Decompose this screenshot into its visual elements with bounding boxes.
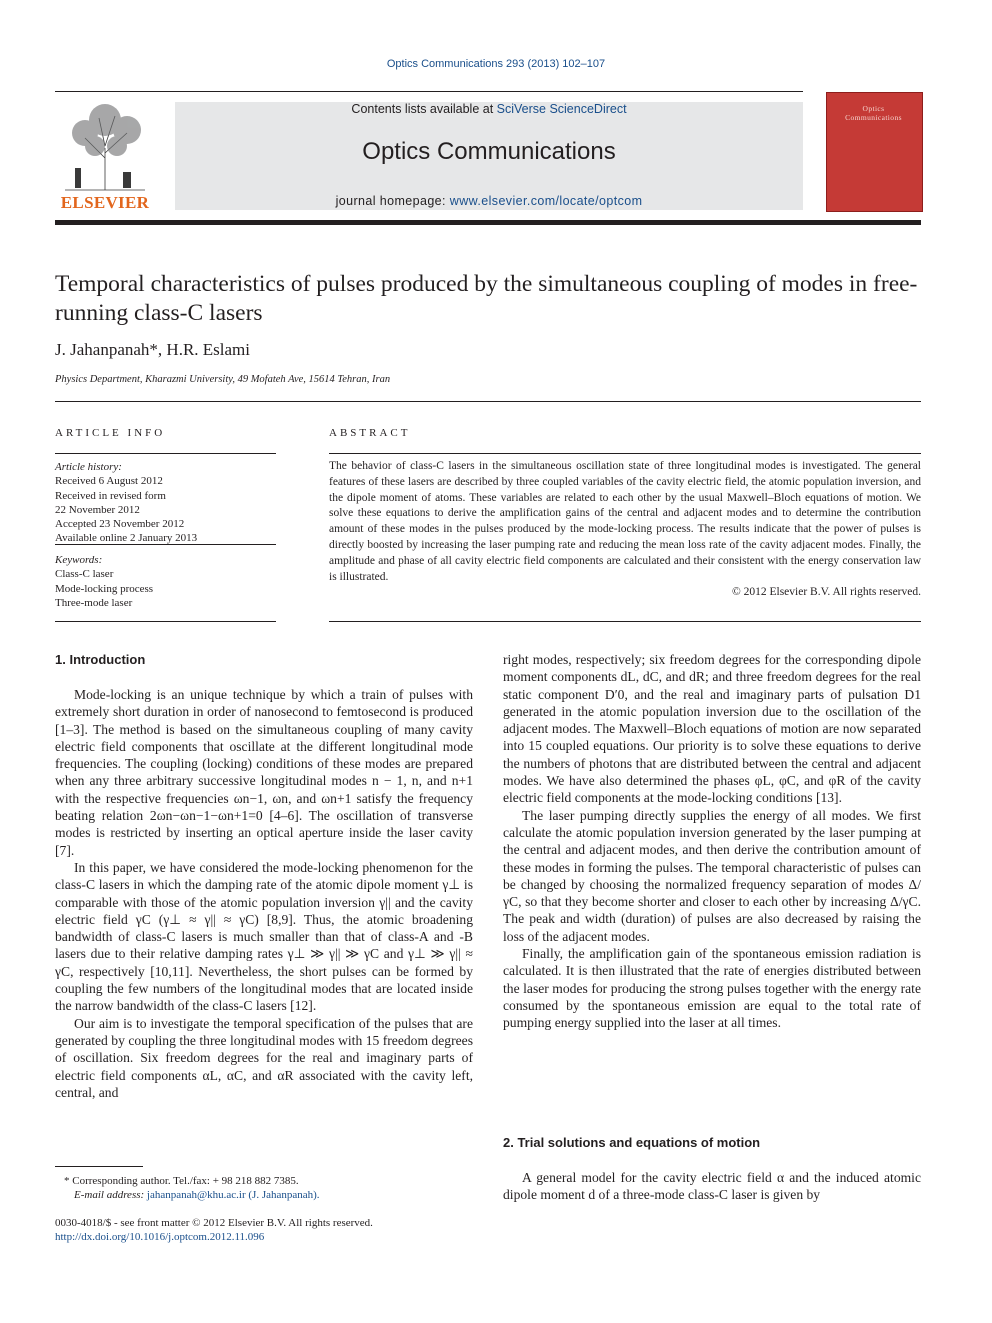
abstract-heading: ABSTRACT bbox=[329, 427, 411, 439]
section2-body bbox=[503, 1169, 921, 1204]
article-info-rule bbox=[55, 453, 276, 454]
paragraph: The laser pumping directly supplies the energy of all modes. We first calculate the atomic population inversion generated by the laser pumping at the central and adjacent modes, and then derive the contribution amount of these modes in forming the pulses. The temporal characteristic of pulses can be changed by choosing the normalized frequency separation of modes Δ/γC, so that they become shorter and closer to each other by increasing Δ/γC. The peak and width (duration) of pulses are also decreased by raising the loss of the adjacent modes. bbox=[503, 807, 921, 944]
homepage-link[interactable]: www.elsevier.com/locate/optcom bbox=[449, 194, 643, 208]
email-label: E-mail address: bbox=[74, 1189, 147, 1201]
paragraph: Finally, the amplification gain of the spontaneous emission radiation is calculated. It is then illustrated that the rate of energies distributed between the laser modes for producing the strong pulses together with the energy rate consumed by the spontaneous emission are equal to the total rate of pumping energy supplied into the laser at all times. bbox=[503, 946, 921, 1031]
footnote-email bbox=[74, 1188, 494, 1203]
paragraph: In this paper, we have considered the mode-locking phenomenon for the class-C lasers in which the damping rate of the atomic dipole moment γ⊥ is comparable with those of the atomic population inversion γ|| and the cavity electric field γC (γ⊥ ≈ γ|| ≈ γC) [8,9]. Thus, the atomic broadening bandwidth of class-C lasers is much smaller than that of class-A and -B lasers due to their relative damping rates γ⊥ ≫ γ|| ≫ γC and γ⊥ ≫ γ|| ≈ γC, respectively [10,11]. Nevertheless, the short pulses can be formed by coupling the few numbers of the longitudinal modes that are located inside the narrow bandwidth of the class-C lasers [12]. bbox=[55, 859, 473, 1014]
paragraph: Mode-locking is an unique technique by which a train of pulses with extremely short duration in order of nanosecond to femtosecond is produced [1–3]. The method is based on the simultaneous coupling of many cavity electric field components that oscillate at the different longitudinal mode frequencies. The coupling (locking) conditions of these modes are prepared when any three arbitrary successive longitudinal modes n − 1, n, and n+1 with the respective frequencies ωn−1, ωn, and ωn+1 satisfy the frequency beating relation 2ωn−ωn−1−ωn+1=0 [4–6]. The oscillation of transverse modes is restricted by inserting an optical aperture inside the laser cavity [7]. bbox=[55, 687, 473, 858]
email-link[interactable]: jahanpanah@khu.ac.ir (J. Jahanpanah). bbox=[146, 1189, 320, 1201]
paragraph: Our aim is to investigate the temporal specification of the pulses that are generated by coupling the three longitudinal modes with 15 freedom degrees of oscillation. Six freedom degrees for the real and imaginary parts of electric field components αL, αC, and αR associated with the cavity left, central, and bbox=[55, 1015, 473, 1100]
footnote-corresponding: * Corresponding author. Tel./fax: + 98 218 882 7385. bbox=[64, 1175, 299, 1187]
left-column bbox=[55, 686, 473, 1101]
history-label: Article history: bbox=[55, 461, 122, 473]
article-title: Temporal characteristics of pulses produced by the simultaneous coupling of modes in free-running class-C lasers bbox=[55, 271, 918, 326]
history-item: Accepted 23 November 2012 bbox=[55, 518, 185, 531]
abstract-text: The behavior of class-C lasers in the simultaneous oscillation state of three longitudinal modes is investigated. The general features of these lasers are described by three coupled variables of the cavity electric field, the atomic population inversion, and the dipole moment of atoms. These variables are related to each other by the usual Maxwell–Bloch equations of motion. We solve these equations to derive the amplification gains of the central and adjacent modes and to determine the contribution amount of these modes in the pulses produced by the mode-locking process. The results indicate that the power of pulses is directly boosted by increasing the laser pumping rate and reducing the mean loss rate of the cavity adjacent modes. Finally, the amplitude and phase of all cavity electric field components are calculated and their consistent with the energy conservation law is illustrated. bbox=[329, 460, 921, 583]
history-rule bbox=[55, 544, 276, 545]
sciencedirect-link[interactable]: SciVerse ScienceDirect bbox=[496, 102, 627, 116]
abstract-bottom-rule bbox=[329, 621, 921, 622]
title-separator bbox=[55, 401, 921, 402]
footnote-rule bbox=[55, 1166, 143, 1167]
history-item: Received 6 August 2012 bbox=[55, 475, 163, 488]
homepage-line bbox=[175, 194, 803, 208]
keyword: Class-C laser bbox=[55, 568, 114, 581]
history-item: Received in revised form bbox=[55, 489, 166, 502]
header-rule bbox=[55, 91, 803, 92]
affiliation: Physics Department, Kharazmi University, 49 Mofateh Ave, 15614 Tehran, Iran bbox=[55, 374, 391, 385]
issn-line: 0030-4018/$ - see front matter © 2012 Elsevier B.V. All rights reserved. bbox=[55, 1217, 373, 1229]
paragraph: A general model for the cavity electric field α and the induced atomic dipole moment d of a three-mode class-C laser is given by bbox=[503, 1170, 921, 1203]
keywords bbox=[55, 553, 276, 610]
section-heading-trial-solutions: 2. Trial solutions and equations of motion bbox=[503, 1135, 761, 1150]
doi-link[interactable]: http://dx.doi.org/10.1016/j.optcom.2012.11.096 bbox=[55, 1231, 265, 1243]
keyword: Three-mode laser bbox=[55, 596, 133, 609]
author-list[interactable]: J. Jahanpanah*, H.R. Eslami bbox=[55, 340, 250, 359]
section-heading-introduction: 1. Introduction bbox=[55, 652, 146, 667]
paragraph: right modes, respectively; six freedom degrees for the corresponding dipole moment components dL, dC, and dR; and three freedom degrees for the real static component D′0, and the real and imaginary parts of pulsation D1 generated in the atomic population inversion due to the oscillation of the adjacent modes. The Maxwell–Bloch equations of motion are now separated into 15 coupled equations. Our priority is to solve these equations to derive the numbers of photons that are distributed between the central and adjacent modes. We have also determined the phases φL, φC, and φR of the cavity electric field components at the mode-locking conditions [13]. bbox=[503, 652, 921, 806]
journal-title: Optics Communications bbox=[362, 138, 616, 165]
cover-title: Optics Communications bbox=[845, 104, 902, 122]
keywords-label: Keywords: bbox=[55, 554, 103, 566]
right-column bbox=[503, 651, 921, 1032]
abstract-rule bbox=[329, 453, 921, 454]
article-info-heading: ARTICLE INFO bbox=[55, 427, 166, 439]
keyword: Mode-locking process bbox=[55, 582, 154, 595]
history-item: 22 November 2012 bbox=[55, 503, 140, 516]
journal-reference[interactable]: Optics Communications 293 (2013) 102–107 bbox=[386, 58, 606, 70]
elsevier-wordmark: ELSEVIER bbox=[60, 193, 150, 212]
homepage-prefix: journal homepage: bbox=[335, 194, 450, 208]
abstract-copyright: © 2012 Elsevier B.V. All rights reserved. bbox=[732, 586, 921, 599]
history-item: Available online 2 January 2013 bbox=[55, 532, 198, 545]
keywords-rule bbox=[55, 621, 276, 622]
contents-line bbox=[175, 102, 803, 116]
contents-prefix: Contents lists available at bbox=[351, 102, 497, 116]
header-thick-rule bbox=[55, 220, 921, 225]
abstract-body bbox=[329, 459, 921, 601]
article-history bbox=[55, 460, 276, 546]
